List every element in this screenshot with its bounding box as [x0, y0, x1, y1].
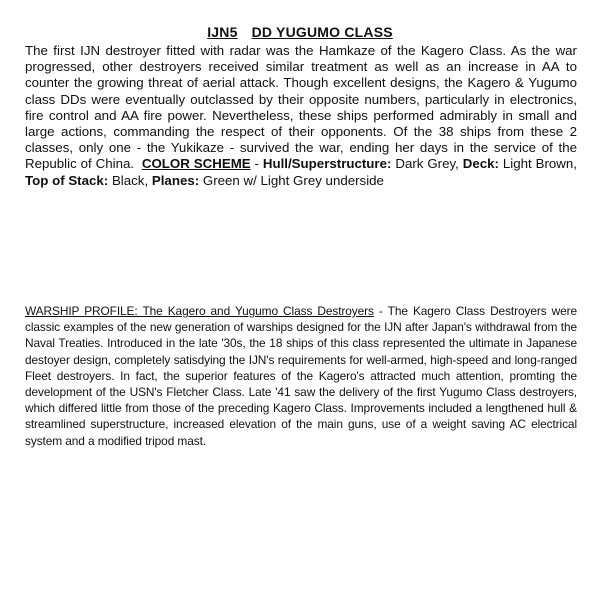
color-scheme-label: COLOR SCHEME [141, 156, 251, 172]
planes-label: Planes: [151, 172, 200, 188]
deck-value: Light Brown, [502, 156, 577, 172]
hull-label: Hull/Superstructure: [262, 156, 392, 172]
model-code: IJN5 [207, 24, 238, 40]
profile-body: The Kagero Class Destroyers were classic examples of the new generation of warships designed for the IJN after Japan's withdrawal from the Naval Treaties. Introduced in the late '30s, the 18 ships of this class represented the ultimate in Japanese destoyer design, completely satisdying the IJN's requirements for well-armed, high-speed and long-ranged Fleet destroyers. In fact, the superior features of the Kagero's attracted much attention, promting the development of the USN's Fletcher Class. Late '41 saw the delivery of the first Yugumo Class destroyers, which differed little from those of the preceding Kagero Class. Improvements included a lengthened hull & streamlined superstructure, increased elevation of the main guns, use of a weight saving AC electrical system and a modified tripod mast. [25, 304, 578, 448]
description-body: The first IJN destroyer fitted with radar was the Hamkaze of the Kagero Class. As the war progressed, other destroyers received similar treatment as well as an increase in AA to counter the growing threat of aerial attack. Though excellent designs, the Kagero & Yugumo class DDs were eventually outclassed by their opposite numbers, particularly in electronics, fire control and AA fire power. Nevertheless, these ships performed admirably in small and large actions, commanding the respect of their opponents. Of the 38 ships from these 2 classes, only one - the Yukikaze - survived the war, ending her days in the service of the Republic of China. [25, 43, 577, 172]
hull-value: Dark Grey, [395, 156, 459, 172]
profile-heading: WARSHIP PROFILE: The Kagero and Yugumo Class Destroyers [25, 304, 374, 318]
stack-value: Black, [111, 172, 149, 188]
stack-label: Top of Stack: [25, 172, 109, 188]
description-paragraph: The first IJN destroyer fitted with radar was the Hamkaze of the Kagero Class. As the war progressed, other destroyers received similar treatment as well as an increase in AA to counter the growing threat of aerial attack. Though excellent designs, the Kagero & Yugumo class DDs were eventually outclassed by their opposite numbers, particularly in electronics, fire control and AA fire power. Nevertheless, these ships performed admirably in small and large actions, commanding the respect of their opponents. Of the 38 ships from these 2 classes, only one - the Yukikaze - survived the war, ending her days in the service of the Republic of China. COLOR SCHEME - Hull/Superstructure: Dark Grey, Deck: Light Brown, Top of Stack: Black, Planes: Green w/ Light Grey underside [25, 43, 577, 188]
deck-label: Deck: [462, 156, 499, 172]
class-name: DD YUGUMO CLASS [251, 24, 393, 40]
warship-profile-paragraph: WARSHIP PROFILE: The Kagero and Yugumo Class Destroyers - The Kagero Class Destroyers were classic examples of the new generation of warships designed for the IJN after Japan's withdrawal from the Naval Treaties. Introduced in the late '30s, the 18 ships of this class represented the ultimate in Japanese destoyer design, completely satisdying the IJN's requirements for well-armed, high-speed and long-ranged Fleet destroyers. In fact, the superior features of the Kagero's attracted much attention, promting the development of the USN's Fletcher Class. Late '41 saw the delivery of the first Yugumo Class destroyers, which differed little from those of the preceding Kagero Class. Improvements included a lengthened hull & streamlined superstructure, increased elevation of the main guns, use of a weight saving AC electrical system and a modified tripod mast. [25, 304, 578, 448]
page-title [0, 24, 600, 40]
planes-value: Green w/ Light Grey underside [202, 172, 384, 188]
